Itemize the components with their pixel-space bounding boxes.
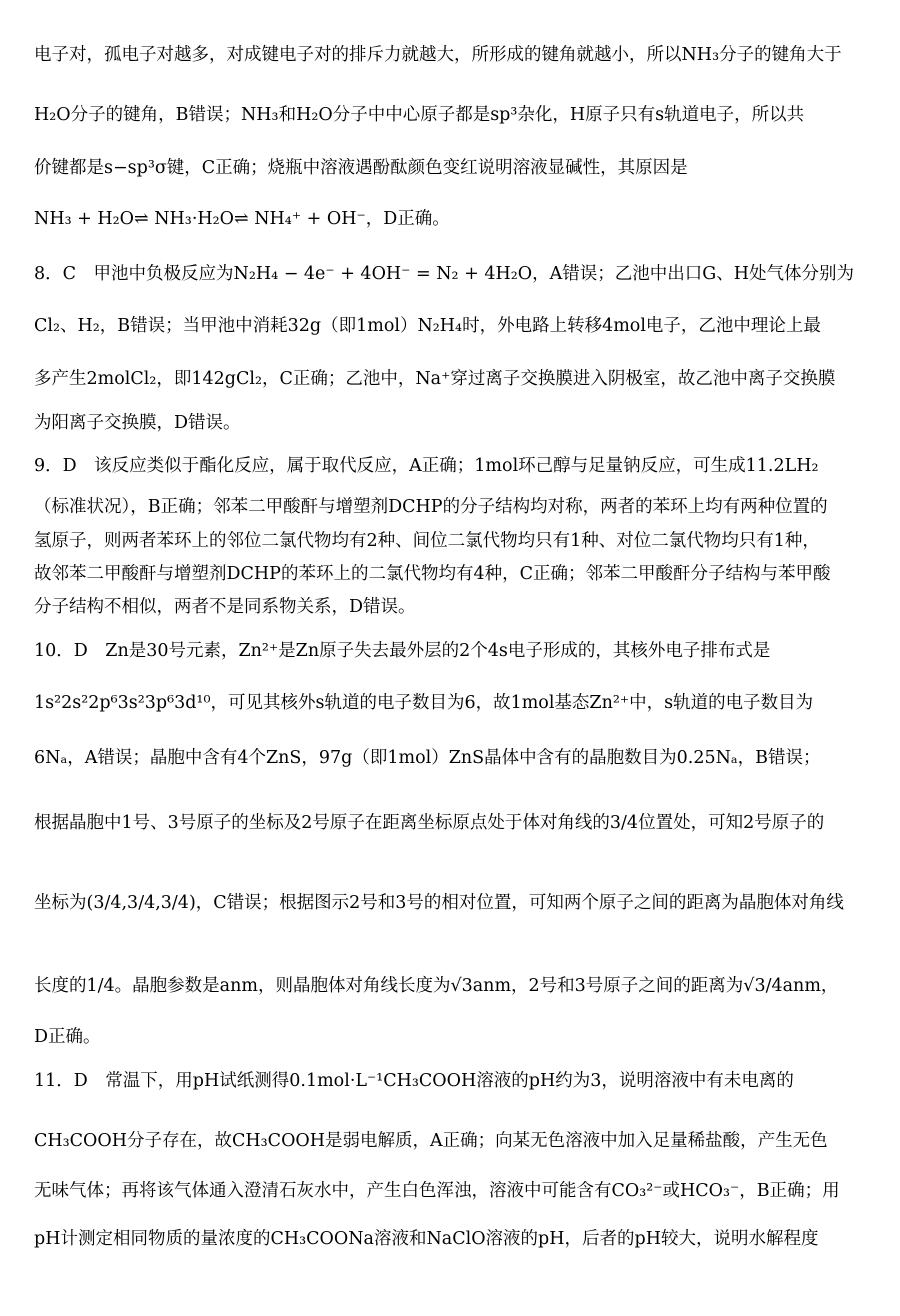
text-line: 6Nₐ，A错误；晶胞中含有4个ZnS，97g（即1mol）ZnS晶体中含有的晶胞数目为0.25Nₐ，B错误； bbox=[34, 748, 821, 768]
text-line: 氢原子，则两者苯环上的邻位二氯代物均有2种、间位二氯代物均只有1种、对位二氯代物均只有1种， bbox=[34, 531, 820, 551]
text-line: 价键都是s−sp³σ键，C正确；烧瓶中溶液遇酚酞颜色变红说明溶液显碱性，其原因是 bbox=[34, 158, 688, 178]
text-line: 多产生2molCl₂，即142gCl₂，C正确；乙池中，Na⁺穿过离子交换膜进入阴极室，故乙池中离子交换膜 bbox=[34, 369, 836, 389]
text-line: 11．D 常温下，用pH试纸测得0.1mol·L⁻¹CH₃COOH溶液的pH约为3，说明溶液中有未电离的 bbox=[34, 1071, 794, 1091]
text-line: 故邻苯二甲酸酐与增塑剂DCHP的苯环上的二氯代物均有4种，C正确；邻苯二甲酸酐分子结构与苯甲酸 bbox=[34, 564, 831, 584]
text-line: 电子对，孤电子对越多，对成键电子对的排斥力就越大，所形成的键角就越小，所以NH₃分子的键角大于 bbox=[34, 45, 842, 65]
text-line: 长度的1/4。晶胞参数是anm，则晶胞体对角线长度为√3anm，2号和3号原子之间的距离为√3/4anm， bbox=[34, 976, 839, 996]
text-line: （标准状况），B正确；邻苯二甲酸酐与增塑剂DCHP的分子结构均对称，两者的苯环上均有两种位置的 bbox=[34, 497, 828, 517]
text-line: 根据晶胞中1号、3号原子的坐标及2号原子在距离坐标原点处于体对角线的3/4位置处，可知2号原子的 bbox=[34, 813, 825, 833]
text-line: 1s²2s²2p⁶3s²3p⁶3d¹⁰，可见其核外s轨道的电子数目为6，故1mol基态Zn²⁺中，s轨道的电子数目为 bbox=[34, 693, 814, 713]
text-line: H₂O分子的键角，B错误；NH₃和H₂O分子中中心原子都是sp³杂化，H原子只有s轨道电子，所以共 bbox=[34, 105, 805, 125]
text-line: 分子结构不相似，两者不是同系物关系，D错误。 bbox=[34, 597, 416, 617]
text-line: CH₃COOH分子存在，故CH₃COOH是弱电解质，A正确；向某无色溶液中加入足量稀盐酸，产生无色 bbox=[34, 1131, 828, 1151]
text-line: 10．D Zn是30号元素，Zn²⁺是Zn原子失去最外层的2个4s电子形成的，其核外电子排布式是 bbox=[34, 641, 771, 661]
text-line: pH计测定相同物质的量浓度的CH₃COONa溶液和NaClO溶液的pH，后者的pH较大，说明水解程度 bbox=[34, 1229, 819, 1249]
text-line: 无味气体；再将该气体通入澄清石灰水中，产生白色浑浊，溶液中可能含有CO₃²⁻或HCO₃⁻，B正确；用 bbox=[34, 1181, 840, 1201]
text-line: NH₃ + H₂O⇌ NH₃·H₂O⇌ NH₄⁺ + OH⁻，D正确。 bbox=[34, 209, 450, 229]
text-line: 8．C 甲池中负极反应为N₂H₄ − 4e⁻ + 4OH⁻ = N₂ + 4H₂O，A错误；乙池中出口G、H处气体分别为 bbox=[34, 264, 854, 284]
text-line: 为阳离子交换膜，D错误。 bbox=[34, 413, 241, 433]
text-line: 9．D 该反应类似于酯化反应，属于取代反应，A正确；1mol环己醇与足量钠反应，可生成11.2LH₂ bbox=[34, 456, 819, 476]
text-line: Cl₂、H₂，B错误；当甲池中消耗32g（即1mol）N₂H₄时，外电路上转移4mol电子，乙池中理论上最 bbox=[34, 316, 821, 336]
text-line: D正确。 bbox=[34, 1027, 101, 1047]
text-line: 坐标为(3/4,3/4,3/4)，C错误；根据图示2号和3号的相对位置，可知两个原子之间的距离为晶胞体对角线 bbox=[34, 893, 844, 913]
